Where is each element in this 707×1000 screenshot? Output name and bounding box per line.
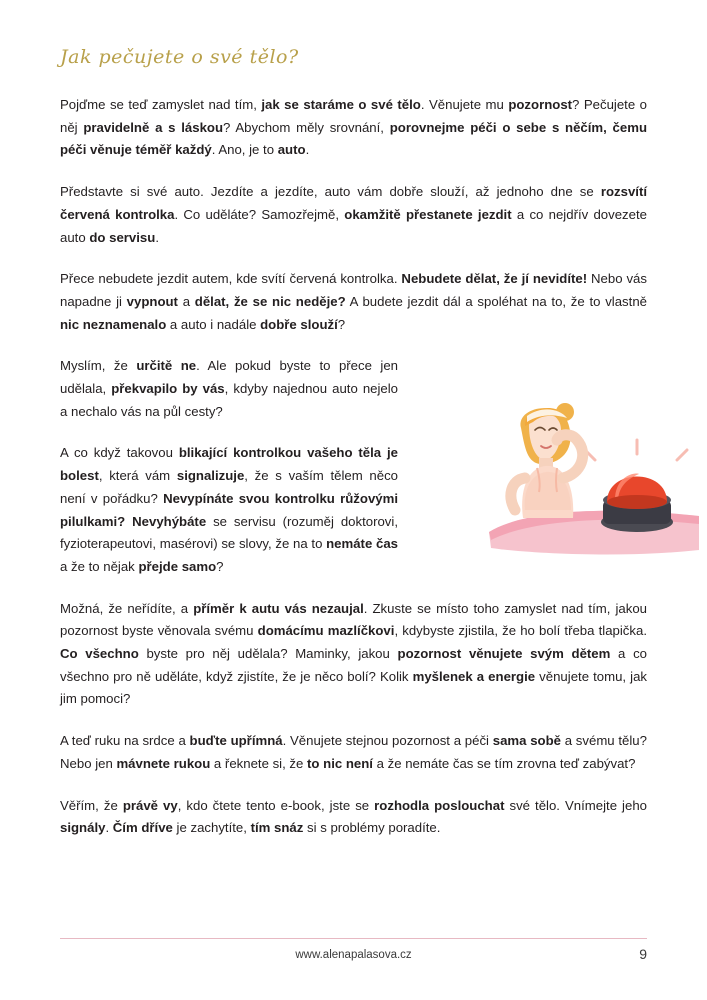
emphasis-text: to nic není <box>307 755 373 771</box>
emphasis-text: porovnejme péči o sebe s něčím, čemu péči věnuje téměř každý <box>60 119 648 158</box>
emphasis-text: rozsvítí červená kontrolka <box>60 184 647 222</box>
emphasis-text: právě vy <box>122 797 178 813</box>
paragraph-p7: A teď ruku na srdce a buďte upřímná. Věnujete stejnou pozornost a péči sama sobě a svému tělu? Nebo jen mávnete rukou a řeknete si, že to nic není a že nemáte čas se tím zrovna teď zabývat? <box>60 733 647 771</box>
emphasis-text: překvapilo by vás <box>111 381 225 397</box>
emphasis-text: domácímu mazlíčkovi <box>257 623 395 639</box>
page-title: Jak pečujete o své tělo? <box>60 46 299 68</box>
emphasis-text: blikající kontrolkou vašeho těla je bolest <box>60 445 398 484</box>
paragraph-p5: A co když takovou blikající kontrolkou vašeho těla je bolest, která vám signalizuje, že s vaším tělem něco není v pořádku? Nevypínáte svou kontrolku růžovými pilulkami? Nevyhýbáte se servisu (rozuměj doktorovi, fyzioterapeutovi, masérovi) se slovy, že na to nemáte čas a že to nějak přejde samo? <box>60 445 399 574</box>
emphasis-text: Nevypínáte svou kontrolku růžovými pilulkami? Nevyhýbáte <box>60 490 399 529</box>
paragraph-list <box>60 94 647 840</box>
emphasis-text: Čím dříve <box>112 820 173 836</box>
emphasis-text: dobře slouží <box>260 316 338 332</box>
emphasis-text: určitě ne <box>136 358 197 374</box>
emphasis-text: buďte upřímná <box>189 733 283 749</box>
emphasis-text: nemáte čas <box>326 536 398 552</box>
emphasis-text: myšlenek a energie <box>412 668 536 684</box>
paragraph-p6: Možná, že neřídíte, a příměr k autu vás nezaujal. Zkuste se místo toho zamyslet nad tím, jakou pozornost byste věnovala svému domácímu mazlíčkovi, kdybyste zjistila, že ho bolí třeba tlapička. Co všechno byste pro něj udělala? Maminky, jakou pozornost věnujete svým dětem a co všechno pro ně uděláte, když zjistíte, že je něco bolí? Kolik myšlenek a energie věnujete tomu, jak jim pomoci? <box>60 600 647 707</box>
emphasis-text: sama sobě <box>492 733 561 749</box>
emphasis-text: pozornost věnujete svým dětem <box>397 646 611 662</box>
emphasis-text: přejde samo <box>138 558 217 574</box>
page-number: 9 <box>639 946 647 962</box>
emphasis-text: tím snáz <box>250 820 304 836</box>
emphasis-text: signalizuje <box>176 468 245 484</box>
footer-divider <box>60 938 647 939</box>
emphasis-text: okamžitě přestanete jezdit <box>344 206 512 222</box>
emphasis-text: nic neznamenalo <box>60 316 167 332</box>
emphasis-text: rozhodla poslouchat <box>374 797 505 813</box>
paragraph-p3: Přece nebudete jezdit autem, kde svítí červená kontrolka. Nebudete dělat, že jí nevidíte! Nebo vás napadne ji vypnout a dělat, že se nic neděje? A budete jezdit dál a spoléhat na to, že to vlastně nic neznamenalo a auto i nadále dobře slouží? <box>60 271 647 332</box>
paragraph-p4: Myslím, že určitě ne. Ale pokud byste to přece jen udělala, překvapilo by vás, kdyby najednou auto nejelo a nechalo vás na půl cesty? <box>60 358 399 419</box>
emphasis-text: mávnete rukou <box>116 755 211 771</box>
emphasis-text: vypnout <box>126 293 178 309</box>
paragraph-p8: Věřím, že právě vy, kdo čtete tento e-book, jste se rozhodla poslouchat své tělo. Vnímejte jeho signály. Čím dříve je zachytíte, tím snáz si s problémy poradíte. <box>60 797 647 836</box>
document-content <box>60 46 647 840</box>
emphasis-text: signály <box>60 820 106 836</box>
emphasis-text: dělat, že se nic neděje? <box>194 293 346 309</box>
emphasis-text: auto <box>277 142 306 158</box>
paragraph-p1: Pojďme se teď zamyslet nad tím, jak se staráme o své tělo. Věnujete mu pozornost? Pečujete o něj pravidelně a s láskou? Abychom měly srovnání, porovnejme péči o sebe s něčím, čemu péči věnuje téměř každý. Ano, je to auto. <box>60 97 648 158</box>
emphasis-text: příměr k autu vás nezaujal <box>193 600 364 616</box>
emphasis-text: jak se staráme o své tělo <box>261 97 421 112</box>
emphasis-text: Nebudete dělat, že jí nevidíte! <box>401 271 588 287</box>
paragraph-p2: Představte si své auto. Jezdíte a jezdíte, auto vám dobře slouží, až jednoho dne se rozsvítí červená kontrolka. Co uděláte? Samozřejmě, okamžitě přestanete jezdit a co nejdřív dovezete auto do servisu. <box>60 184 647 245</box>
footer-website-url[interactable]: www.alenapalasova.cz <box>295 949 412 961</box>
emphasis-text: do servisu <box>89 229 156 245</box>
emphasis-text: pravidelně a s láskou <box>83 119 224 135</box>
emphasis-text: Co všechno <box>60 646 139 662</box>
emphasis-text: pozornost <box>508 97 573 112</box>
